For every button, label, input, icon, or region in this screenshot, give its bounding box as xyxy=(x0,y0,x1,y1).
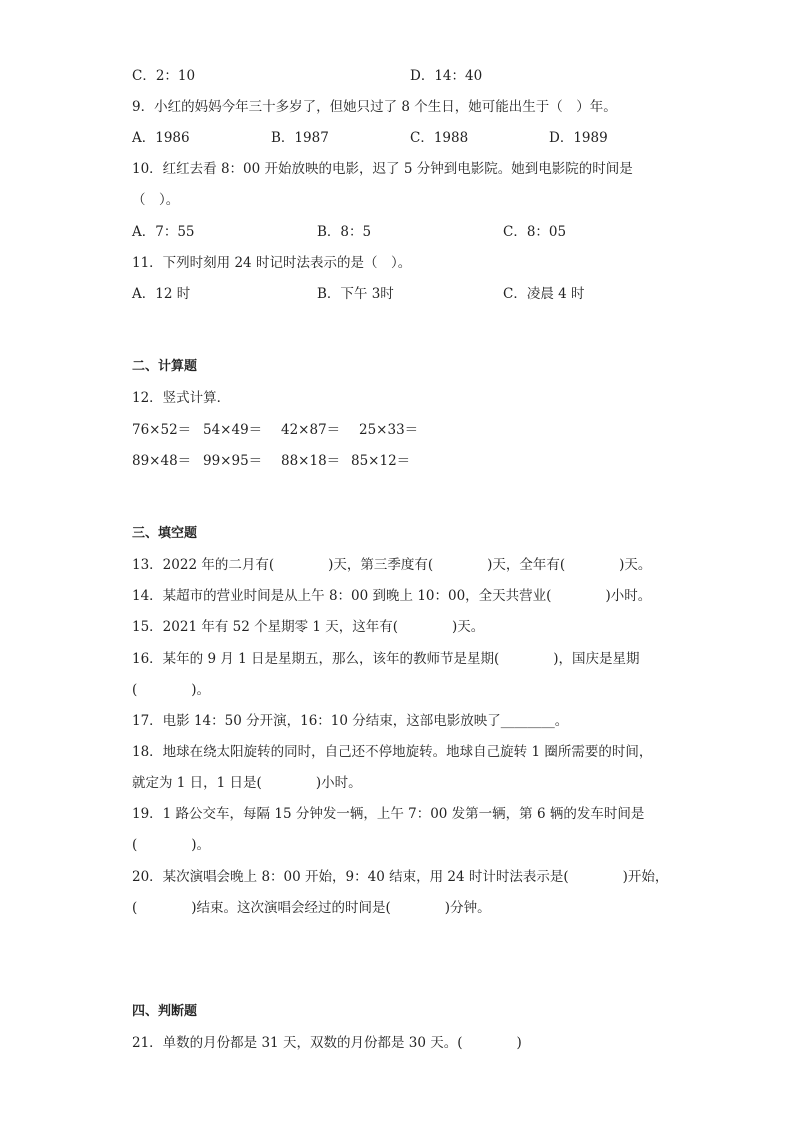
q10-text-line2: （ ）。 xyxy=(132,192,180,208)
q12-expr-1: 76×52＝ xyxy=(132,422,192,438)
q10-option-a: A．7：55 xyxy=(132,224,195,240)
q16-text-line1: 16．某年的 9 月 1 日是星期五，那么，该年的教师节是星期( )，国庆是星期 xyxy=(132,651,640,667)
q19-text-line2: ( )。 xyxy=(132,837,211,853)
q17-text: 17．电影 14：50 分开演，16：10 分结束，这部电影放映了________。 xyxy=(132,713,569,729)
q12-expr-6: 99×95＝ xyxy=(203,453,263,469)
q11-text: 11．下列时刻用 24 时记时法表示的是（ ）。 xyxy=(132,255,412,271)
q11-option-c: C．凌晨 4 时 xyxy=(503,286,585,302)
q19-text-line1: 19．1 路公交车，每隔 15 分钟发一辆，上午 7：00 发第一辆，第 6 辆的发车时间是 xyxy=(132,806,645,822)
q10-option-c: C．8：05 xyxy=(503,224,567,240)
q9-option-a: A．1986 xyxy=(132,130,190,146)
q14-text: 14．某超市的营业时间是从上午 8：00 到晚上 10：00，全天共营业( )小时。 xyxy=(132,588,652,604)
q9-option-b: B．1987 xyxy=(271,130,329,146)
q12-expr-8: 85×12＝ xyxy=(351,453,411,469)
q12-expr-4: 25×33＝ xyxy=(359,422,419,438)
q18-text-line2: 就定为 1 日，1 日是( )小时。 xyxy=(132,775,362,791)
q20-text-line2: ( )结束。这次演唱会经过的时间是( )分钟。 xyxy=(132,900,491,916)
q18-text-line1: 18．地球在绕太阳旋转的同时，自己还不停地旋转。地球自己旋转 1 圈所需要的时间， xyxy=(132,744,653,760)
q12-expr-2: 54×49＝ xyxy=(203,422,263,438)
q20-text-line1: 20．某次演唱会晚上 8：00 开始，9：40 结束，用 24 时计时法表示是( )开始， xyxy=(132,869,669,885)
q16-text-line2: ( )。 xyxy=(132,682,211,698)
q12-expr-7: 88×18＝ xyxy=(281,453,341,469)
q8-option-c: C．2：10 xyxy=(132,68,196,84)
q12-expr-5: 89×48＝ xyxy=(132,453,192,469)
q9-option-d: D．1989 xyxy=(549,130,608,146)
section-judgment-title: 四、判断题 xyxy=(132,1004,198,1019)
q21-text: 21．单数的月份都是 31 天，双数的月份都是 30 天。( ) xyxy=(132,1035,522,1051)
q10-option-b: B．8：5 xyxy=(317,224,372,240)
q8-option-d: D．14：40 xyxy=(410,68,483,84)
section-calculation-title: 二、计算题 xyxy=(132,359,198,374)
q13-text: 13．2022 年的二月有( )天，第三季度有( )天，全年有( )天。 xyxy=(132,557,652,573)
section-fill-in-title: 三、填空题 xyxy=(132,526,198,541)
q11-option-a: A．12 时 xyxy=(132,286,191,302)
q15-text: 15．2021 年有 52 个星期零 1 天，这年有( )天。 xyxy=(132,619,485,635)
q10-text-line1: 10．红红去看 8：00 开始放映的电影，迟了 5 分钟到电影院。她到电影院的时间是 xyxy=(132,161,633,177)
q9-text: 9．小红的妈妈今年三十多岁了，但她只过了 8 个生日，她可能出生于（ ）年。 xyxy=(132,99,617,115)
q9-option-c: C．1988 xyxy=(410,130,469,146)
q12-expr-3: 42×87＝ xyxy=(281,422,341,438)
q12-text: 12．竖式计算． xyxy=(132,390,231,406)
q11-option-b: B．下午 3时 xyxy=(317,286,394,302)
